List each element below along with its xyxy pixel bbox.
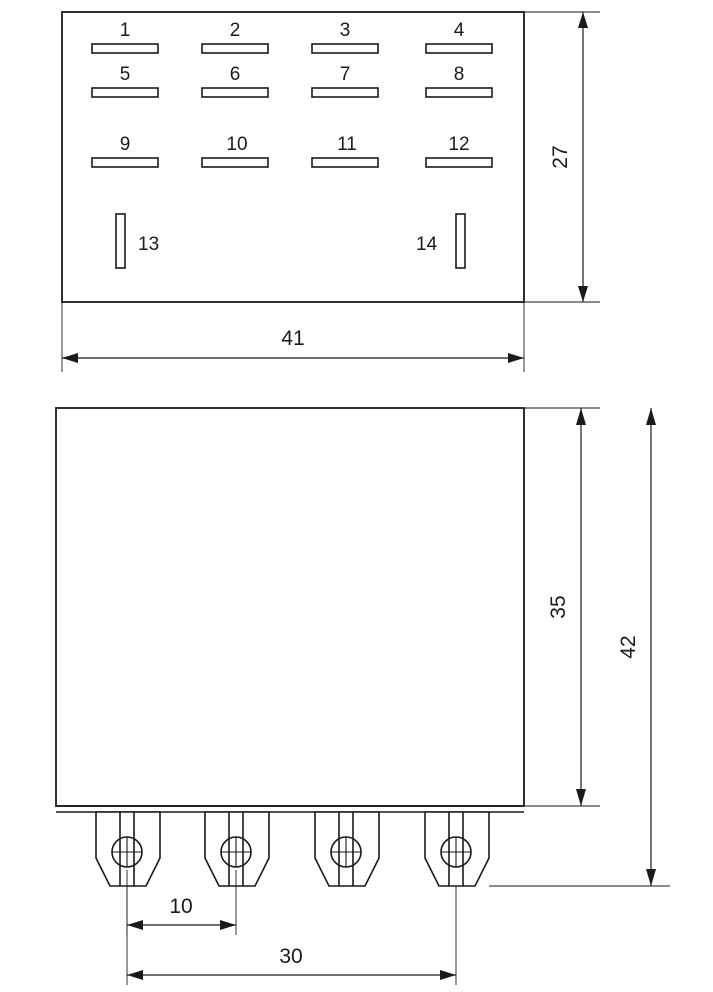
terminal-pad-5 (92, 88, 158, 97)
front-view-body (56, 408, 524, 806)
terminal-pad-4 (426, 44, 492, 53)
terminal-pad-7 (312, 88, 378, 97)
arrow-27-up (578, 12, 588, 28)
dim-label-27: 27 (549, 145, 572, 169)
arrow-10-right (220, 920, 236, 930)
terminal-label-9: 9 (119, 134, 131, 155)
terminal-pad-3 (312, 44, 378, 53)
terminal-label-4: 4 (453, 20, 465, 41)
terminal-pad-10 (202, 158, 268, 167)
dim-label-30: 30 (279, 945, 303, 968)
dim-label-41: 41 (281, 327, 305, 350)
terminal-pad-2 (202, 44, 268, 53)
terminal-label-12: 12 (448, 134, 470, 155)
terminal-pad-6 (202, 88, 268, 97)
terminal-pad-14 (456, 214, 465, 268)
front-view-group (56, 408, 670, 985)
arrow-10-left (127, 920, 143, 930)
arrow-35-up (576, 408, 586, 425)
dim-label-42: 42 (617, 635, 640, 659)
terminal-label-10: 10 (226, 134, 248, 155)
arrow-35-down (576, 789, 586, 806)
terminal-pad-11 (312, 158, 378, 167)
top-view-body (62, 12, 524, 302)
terminal-pad-1 (92, 44, 158, 53)
dim-label-10: 10 (169, 895, 193, 918)
terminal-label-14: 14 (416, 234, 438, 255)
terminal-label-2: 2 (229, 20, 241, 41)
arrow-27-down (578, 286, 588, 302)
arrow-42-down (646, 869, 656, 886)
terminal-pad-9 (92, 158, 158, 167)
terminal-label-7: 7 (339, 64, 351, 85)
dim-label-35: 35 (547, 595, 570, 619)
arrow-30-right (440, 970, 456, 980)
arrow-41-right (508, 353, 524, 363)
terminal-label-11: 11 (337, 134, 357, 155)
arrow-42-up (646, 408, 656, 425)
terminal-pad-12 (426, 158, 492, 167)
arrow-41-left (62, 353, 78, 363)
terminal-label-5: 5 (119, 64, 131, 85)
terminal-label-6: 6 (229, 64, 241, 85)
terminal-label-8: 8 (453, 64, 465, 85)
terminal-pad-13 (116, 214, 125, 268)
arrow-30-left (127, 970, 143, 980)
top-view-group (62, 12, 600, 372)
terminal-label-1: 1 (119, 20, 131, 41)
terminal-pad-8 (426, 88, 492, 97)
terminal-label-3: 3 (339, 20, 351, 41)
terminal-label-13: 13 (138, 234, 160, 255)
